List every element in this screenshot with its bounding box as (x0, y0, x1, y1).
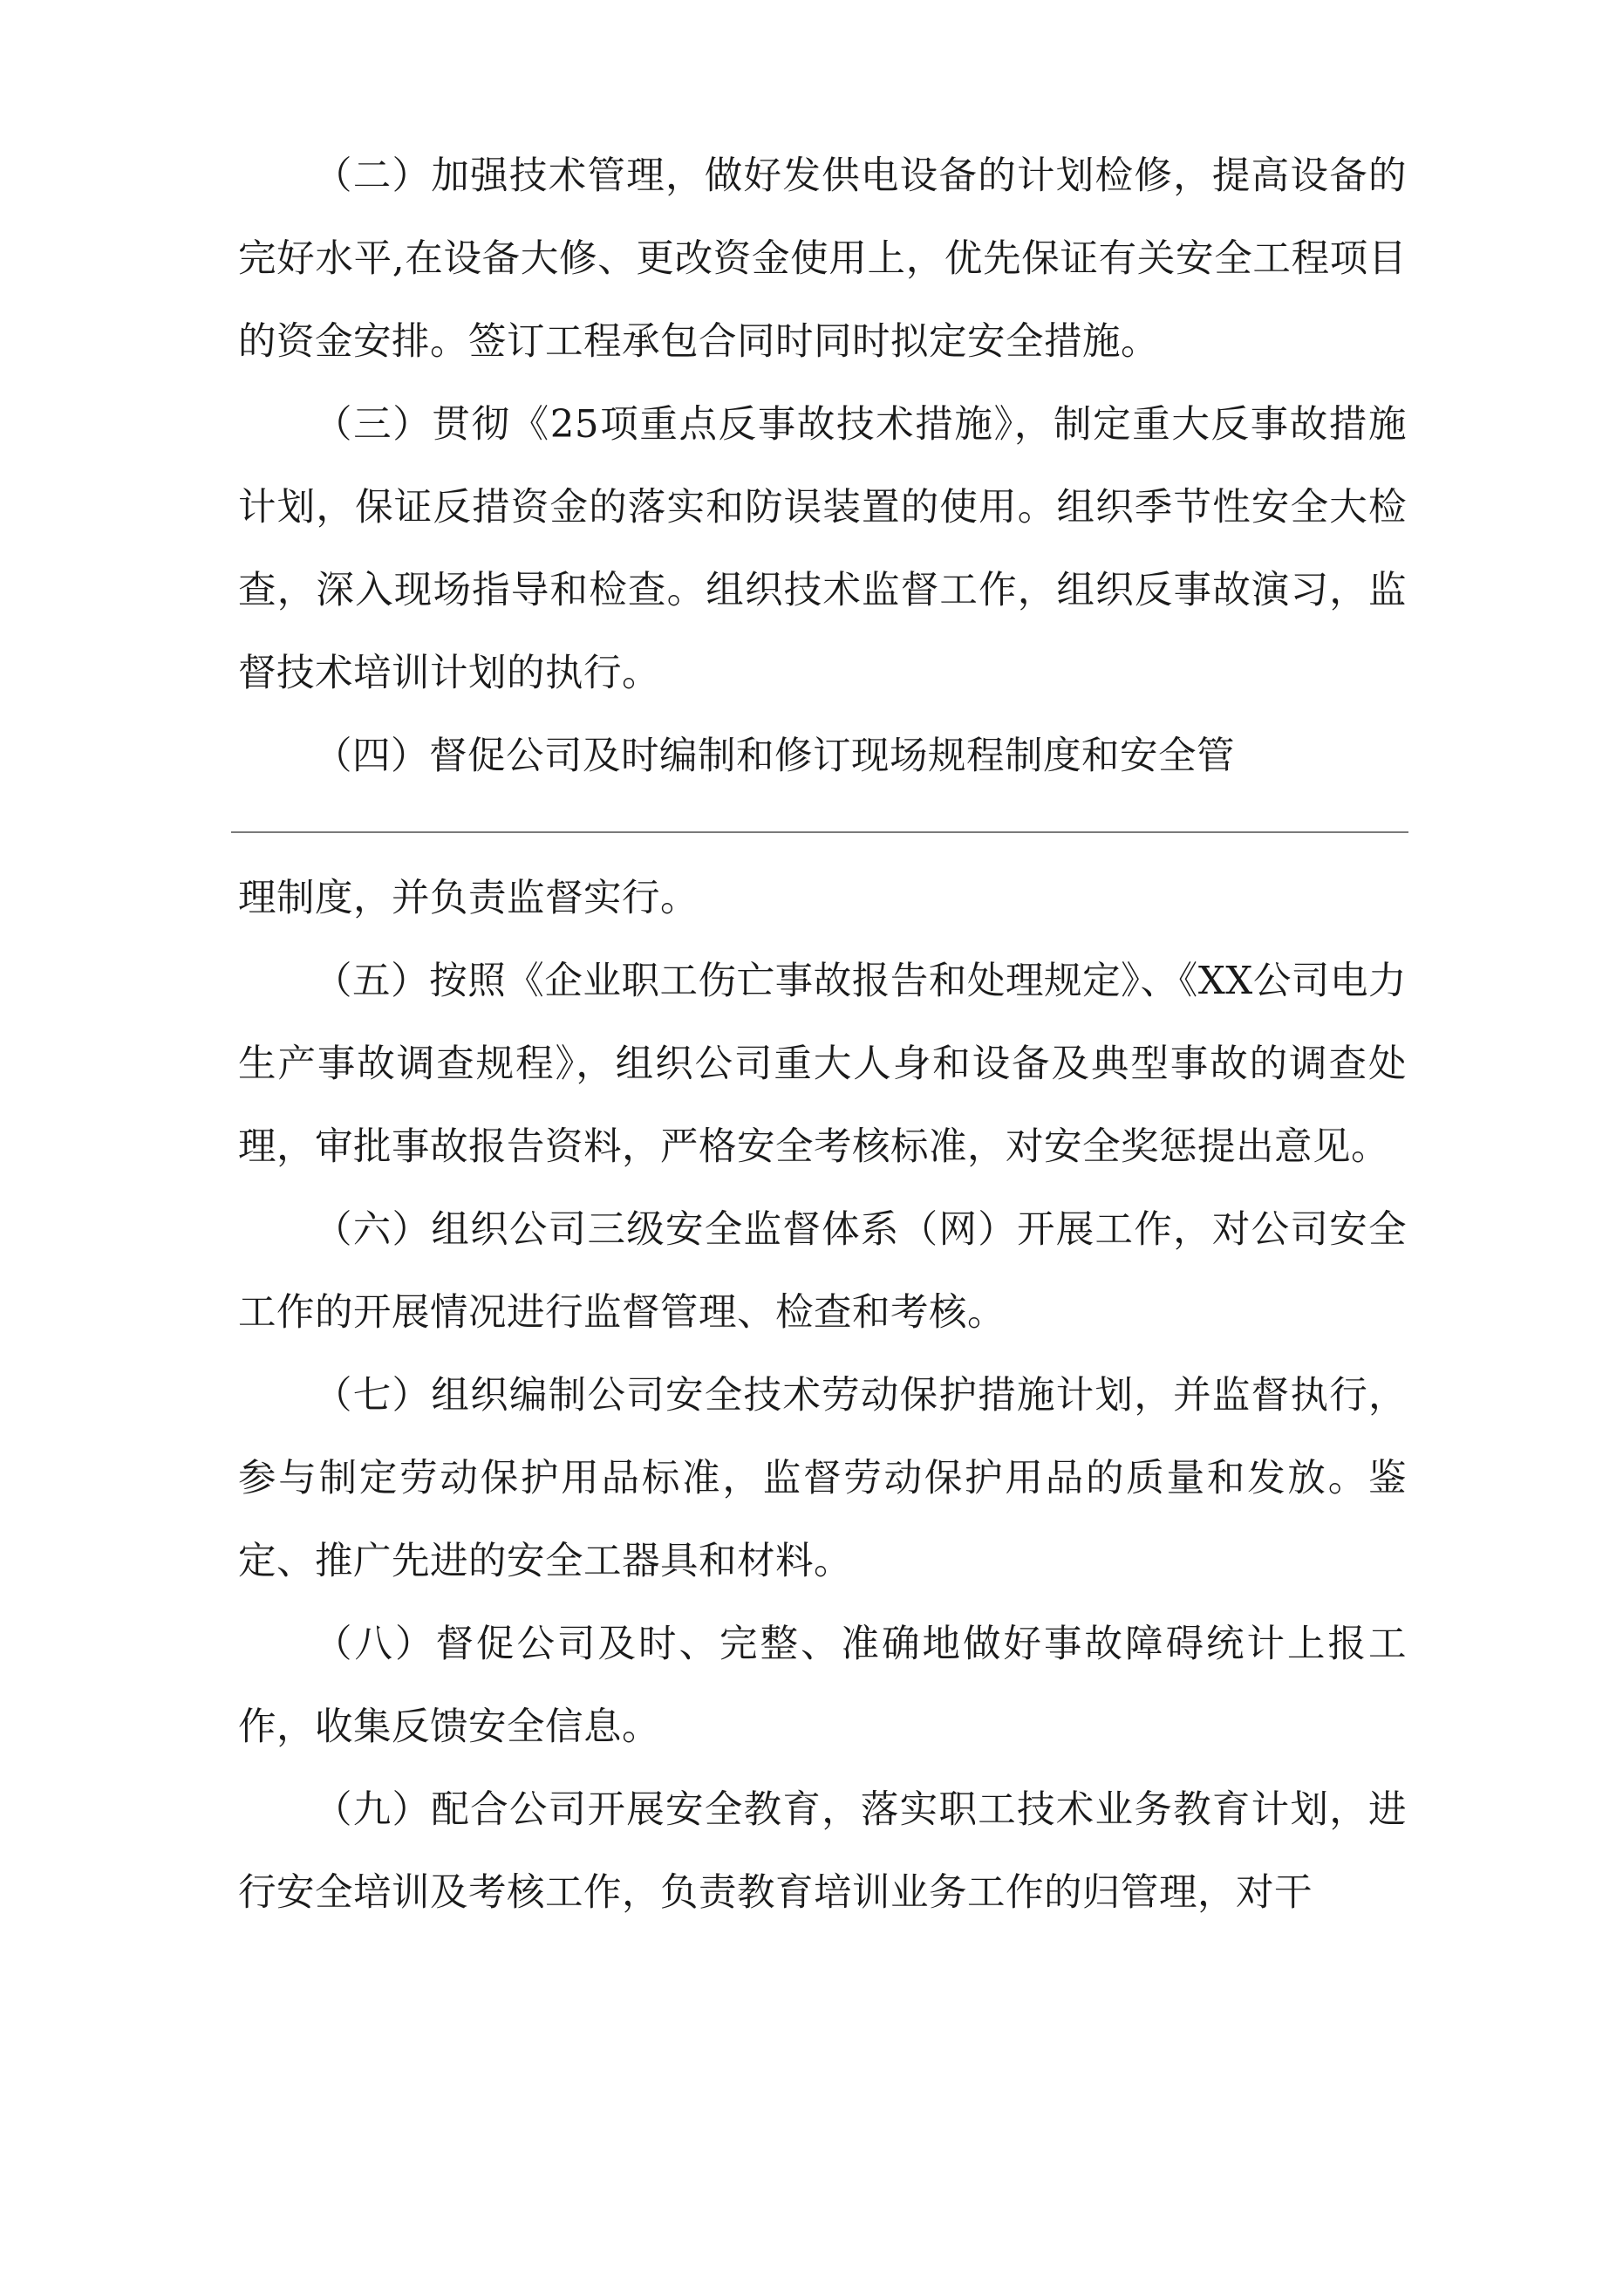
paragraph-5: （五）按照《企业职工伤亡事故报告和处理规定》、《XX公司电力生产事故调查规程》，组织公司重大人身和设备及典型事故的调查处理，审批事故报告资料，严格安全考核标准，对安全奖惩提出意见。 (238, 960, 1407, 1169)
paragraph-7: （七）组织编制公司安全技术劳动保护措施计划，并监督执行，参与制定劳动保护用品标准，监督劳动保护用品的质量和发放。鉴定、推广先进的安全工器具和材料。 (238, 1374, 1407, 1583)
paragraph-6: （六）组织公司三级安全监督体系（网）开展工作，对公司安全工作的开展情况进行监督管理、检查和考核。 (238, 1208, 1407, 1335)
paragraph-9: （九）配合公司开展安全教育，落实职工技术业务教育计划，进行安全培训及考核工作，负责教育培训业务工作的归管理，对干 (238, 1788, 1407, 1915)
page-top-section (238, 135, 1407, 798)
paragraph-4-start: （四）督促公司及时编制和修订现场规程制度和安全管 (314, 735, 1235, 778)
page-break-divider (231, 831, 1408, 833)
page-bottom-section (238, 858, 1407, 1935)
paragraph-4-continuation: 理制度，并负责监督实行。 (238, 877, 699, 920)
paragraph-8: （八）督促公司及时、完整、准确地做好事故障碍统计上报工作，收集反馈安全信息。 (238, 1623, 1407, 1749)
paragraph-2: （二）加强技术管理，做好发供电设备的计划检修，提高设备的完好水平,在设备大修、更改资金使用上，优先保证有关安全工程项目的资金安排。签订工程承包合同时同时拟定安全措施。 (238, 154, 1407, 364)
paragraph-3: （三）贯彻《25项重点反事故技术措施》，制定重大反事故措施计划，保证反措资金的落实和防误装置的使用。组织季节性安全大检查，深入现场指导和检查。组织技术监督工作，组织反事故演习，监督技术培训计划的执行。 (238, 403, 1407, 695)
